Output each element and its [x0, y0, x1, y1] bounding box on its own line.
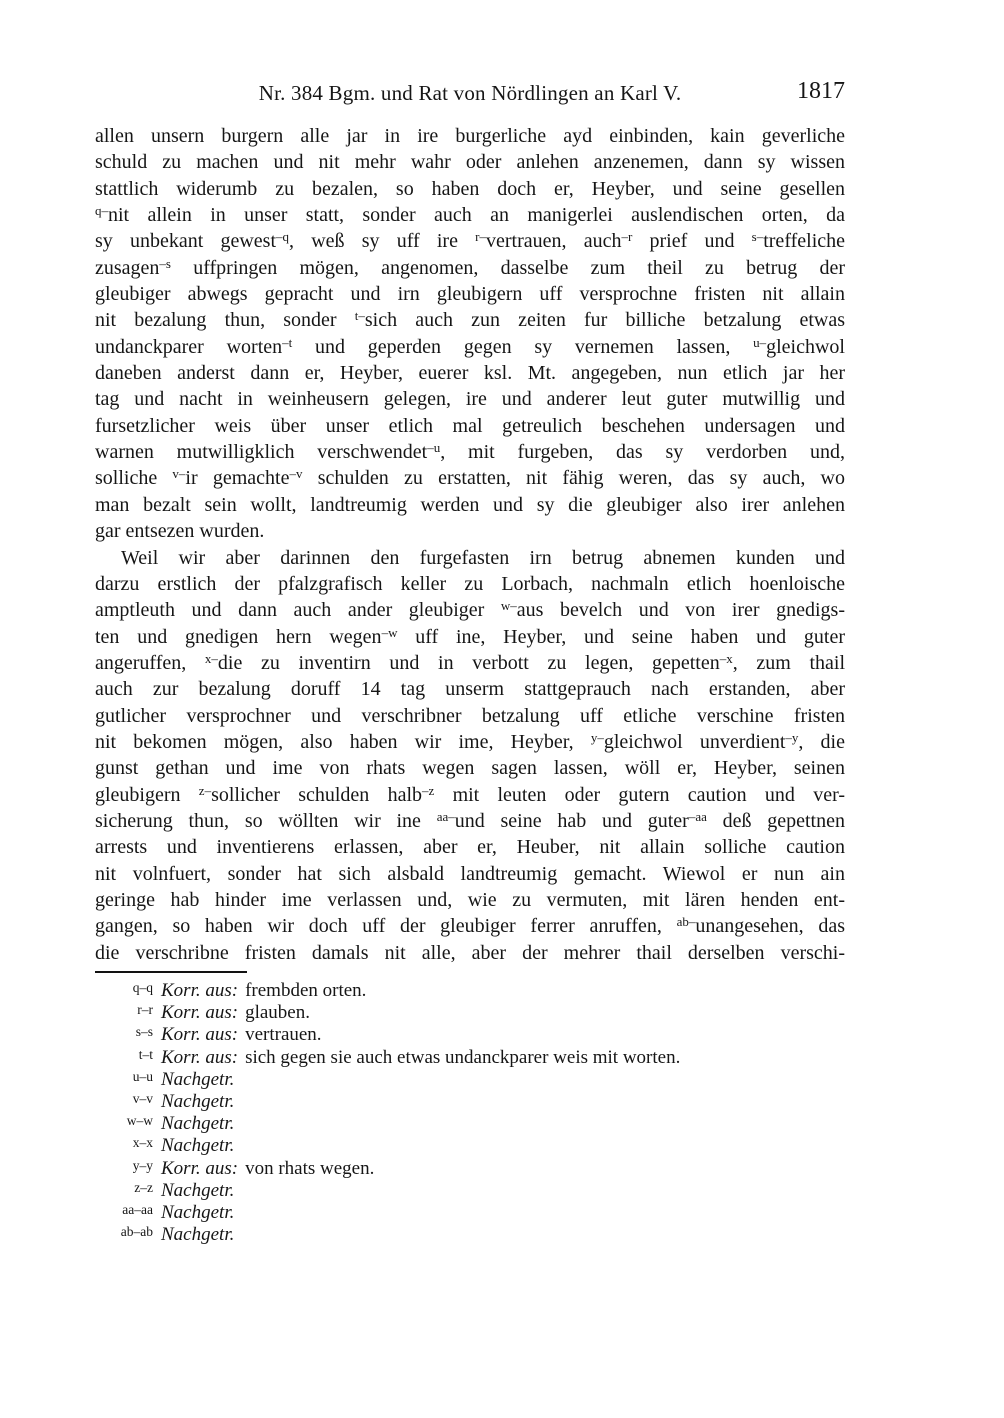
footnote-term: Nachgetr. — [161, 1224, 235, 1246]
apparatus-siglum: x– — [204, 650, 218, 666]
body-line: nit bezalung thun, sonder $^{t-}$sich auch zun zeiten fur billiche betzalung etwas — [95, 308, 845, 332]
footnote-term: Nachgetr. — [161, 1201, 235, 1223]
footnote-term: Korr. aus: — [161, 1046, 239, 1068]
body-line: auch zur bezalung doruff 14 tag unserm stattgeprauch nach erstanden, aber — [95, 678, 845, 701]
apparatus-siglum: –u — [427, 440, 441, 456]
running-header — [95, 78, 845, 107]
footnote-term: Nachgetr. — [161, 1179, 235, 1201]
body-line: die verschribne fristen damals nit alle, aber der mehrer thail derselben verschi- — [95, 941, 845, 964]
body-line: nit bekomen mögen, also haben wir ime, Heyber, $^{y-}$gleichwol unverdient$^{-y}$, die — [95, 729, 845, 753]
footnote-label: v–v — [132, 1090, 153, 1106]
running-header-title: Nr. 384 Bgm. und Rat von Nördlingen an Karl V. — [258, 81, 682, 105]
footnote-label: r–r — [137, 1002, 153, 1018]
footnote-text: glauben. — [245, 1002, 310, 1024]
footnote-label: q–q — [132, 980, 153, 995]
body-line: zusagen$^{-s}$ uffpringen mögen, angenomen, dasselbe zum theil zu betrug der — [95, 255, 845, 279]
body-line: man bezalt sein wollt, landtreumig werden und sy die gleubiger also irer anlehen — [95, 493, 845, 516]
footnote-row — [95, 1202, 845, 1224]
footnote-row — [95, 1158, 845, 1180]
body-line: gleubiger abwegs gepracht und irn gleubigern uff versprochne fristen nit allain — [95, 283, 845, 306]
footnote-row — [95, 1091, 845, 1113]
body-line: geringe hab hinder ime verlassen und, wie zu vermuten, mit lären henden ent- — [95, 888, 845, 911]
body-line: tag und nacht in weinheusern gelegen, ire und anderer leut guter mutwillig und — [95, 388, 845, 411]
apparatus-siglum: z– — [198, 782, 212, 798]
apparatus-siglum: s– — [751, 229, 764, 245]
body-text — [95, 123, 845, 966]
apparatus-siglum: y– — [590, 729, 604, 745]
footnote-label: w–w — [126, 1113, 153, 1129]
footnote-text: von rhats wegen. — [245, 1157, 375, 1179]
footnote-label: aa–aa — [122, 1201, 153, 1217]
body-line: warnen mutwilligklich verschwendet$^{-u}$, mit furgeben, das sy verdorben und, — [95, 440, 845, 464]
apparatus-siglum: aa– — [436, 808, 455, 824]
footnote-row — [95, 1135, 845, 1157]
apparatus-siglum: –q — [276, 229, 290, 245]
apparatus-siglum: –w — [381, 624, 398, 640]
body-line: arrests und inventierens erlassen, aber er, Heuber, nit allain solliche caution — [95, 836, 845, 859]
footnote-term: Nachgetr. — [161, 1090, 235, 1112]
apparatus-siglum: q– — [95, 203, 108, 219]
body-line: schuld zu machen und nit mehr wahr oder anlehen anzenemen, dann sy wissen — [95, 151, 845, 174]
apparatus-siglum: –r — [621, 229, 633, 245]
apparatus-siglum: –z — [422, 782, 435, 798]
footnote-row — [95, 1113, 845, 1135]
apparatus-siglum: –x — [719, 650, 733, 666]
apparatus-siglum: u– — [753, 334, 767, 350]
footnote-row — [95, 1047, 845, 1069]
body-line: allen unsern burgern alle jar in ire burgerliche ayd einbinden, kain geverliche — [95, 125, 845, 147]
page-number: 1817 — [797, 78, 845, 104]
footnote-term: Nachgetr. — [161, 1113, 235, 1135]
footnote-row — [95, 980, 845, 1002]
body-line: angeruffen, $^{x-}$die zu inventirn und in verbott zu legen, gepetten$^{-x}$, zum thail — [95, 650, 846, 674]
footnote-block — [95, 980, 845, 1246]
footnote-row — [95, 1224, 845, 1246]
footnote-label: s–s — [135, 1024, 153, 1040]
body-line: stattlich widerumb zu bezalen, so haben doch er, Heyber, und seine gesellen — [95, 177, 845, 200]
footnote-term: Korr. aus: — [161, 1002, 239, 1024]
body-line: gar entsezen wurden. — [95, 520, 265, 543]
apparatus-siglum: –s — [159, 255, 171, 271]
apparatus-siglum: t– — [354, 308, 365, 324]
apparatus-siglum: –aa — [688, 808, 707, 824]
footnote-separator-rule — [95, 971, 247, 973]
body-line: solliche $^{v-}$ir gemachte$^{-v}$ schulden zu erstatten, nit fähig weren, das sy auch, wo — [95, 466, 846, 490]
footnote-term: Nachgetr. — [161, 1068, 235, 1090]
apparatus-siglum: –v — [289, 466, 303, 482]
footnote-text: sich gegen sie auch etwas undanckparer weis mit worten. — [245, 1046, 681, 1068]
body-line: darzu erstlich der pfalzgrafisch keller zu Lorbach, nachmaln etlich hoenloische — [95, 572, 845, 595]
body-line: nit volnfuert, sonder hat sich alsbald landtreumig gemacht. Wiewol er nun ain — [95, 862, 845, 885]
footnote-term: Korr. aus: — [161, 980, 239, 1001]
apparatus-siglum: –t — [282, 334, 293, 350]
body-line: sy unbekant gewest$^{-q}$, weß sy uff ire $^{r-}$vertrauen, auch$^{-r}$ prief und $^{s-}$treffeliche — [95, 229, 846, 253]
footnote-text: vertrauen. — [245, 1024, 322, 1046]
footnote-text: frembden orten. — [245, 980, 367, 1001]
body-line: daneben anderst dann er, Heyber, euerer ksl. Mt. angegeben, nun etlich jar her — [95, 362, 845, 385]
body-line: sicherung thun, so wöllten wir ine $^{aa-}$und seine hab und guter$^{-aa}$ deß gepettnen — [95, 808, 845, 832]
footnote-label: ab–ab — [120, 1224, 153, 1240]
apparatus-siglum: ab– — [676, 914, 696, 930]
apparatus-siglum: v– — [172, 466, 186, 482]
body-line: $^{q-}$nit allein in unser statt, sonder auch an manigerlei auslendischen orten, da — [95, 203, 845, 227]
footnote-label: x–x — [132, 1135, 153, 1151]
apparatus-siglum: r– — [475, 229, 486, 245]
footnote-row — [95, 1180, 845, 1202]
footnote-term: Nachgetr. — [161, 1135, 235, 1157]
footnote-label: t–t — [138, 1046, 153, 1062]
apparatus-siglum: –y — [785, 729, 799, 745]
apparatus-siglum: w– — [500, 598, 517, 614]
footnote-label: z–z — [134, 1179, 153, 1195]
footnote-label: u–u — [132, 1068, 153, 1084]
footnote-label: y–y — [132, 1157, 153, 1173]
body-line: amptleuth und dann auch ander gleubiger $^{w-}$aus bevelch und von irer gnedigs- — [95, 598, 845, 622]
body-line: ten und gnedigen hern wegen$^{-w}$ uff ine, Heyber, und seine haben und guter — [95, 624, 845, 648]
body-line: Weil wir aber darinnen den furgefasten irn betrug abnemen kunden und — [121, 546, 845, 569]
body-line: gangen, so haben wir doch uff der gleubiger ferrer anruffen, $^{ab-}$unangesehen, das — [95, 914, 846, 938]
body-line: gunst gethan und ime von rhats wegen sagen lassen, wöll er, Heyber, seinen — [95, 757, 845, 780]
body-line: gutlicher versprochner und verschribner betzalung uff etliche verschine fristen — [95, 704, 845, 727]
footnote-row — [95, 1002, 845, 1024]
footnote-term: Korr. aus: — [161, 1024, 239, 1046]
footnote-row — [95, 1069, 845, 1091]
body-line: fursetzlicher weis über unser etlich mal getreulich beschehen undersagen und — [95, 414, 845, 437]
body-line: undanckparer worten$^{-t}$ und geperden gegen sy vernemen lassen, $^{u-}$gleichwol — [95, 334, 845, 358]
body-line: gleubigern $^{z-}$sollicher schulden halb$^{-z}$ mit leuten oder gutern caution und ver- — [95, 782, 845, 806]
footnote-term: Korr. aus: — [161, 1157, 239, 1179]
footnote-row — [95, 1024, 845, 1046]
